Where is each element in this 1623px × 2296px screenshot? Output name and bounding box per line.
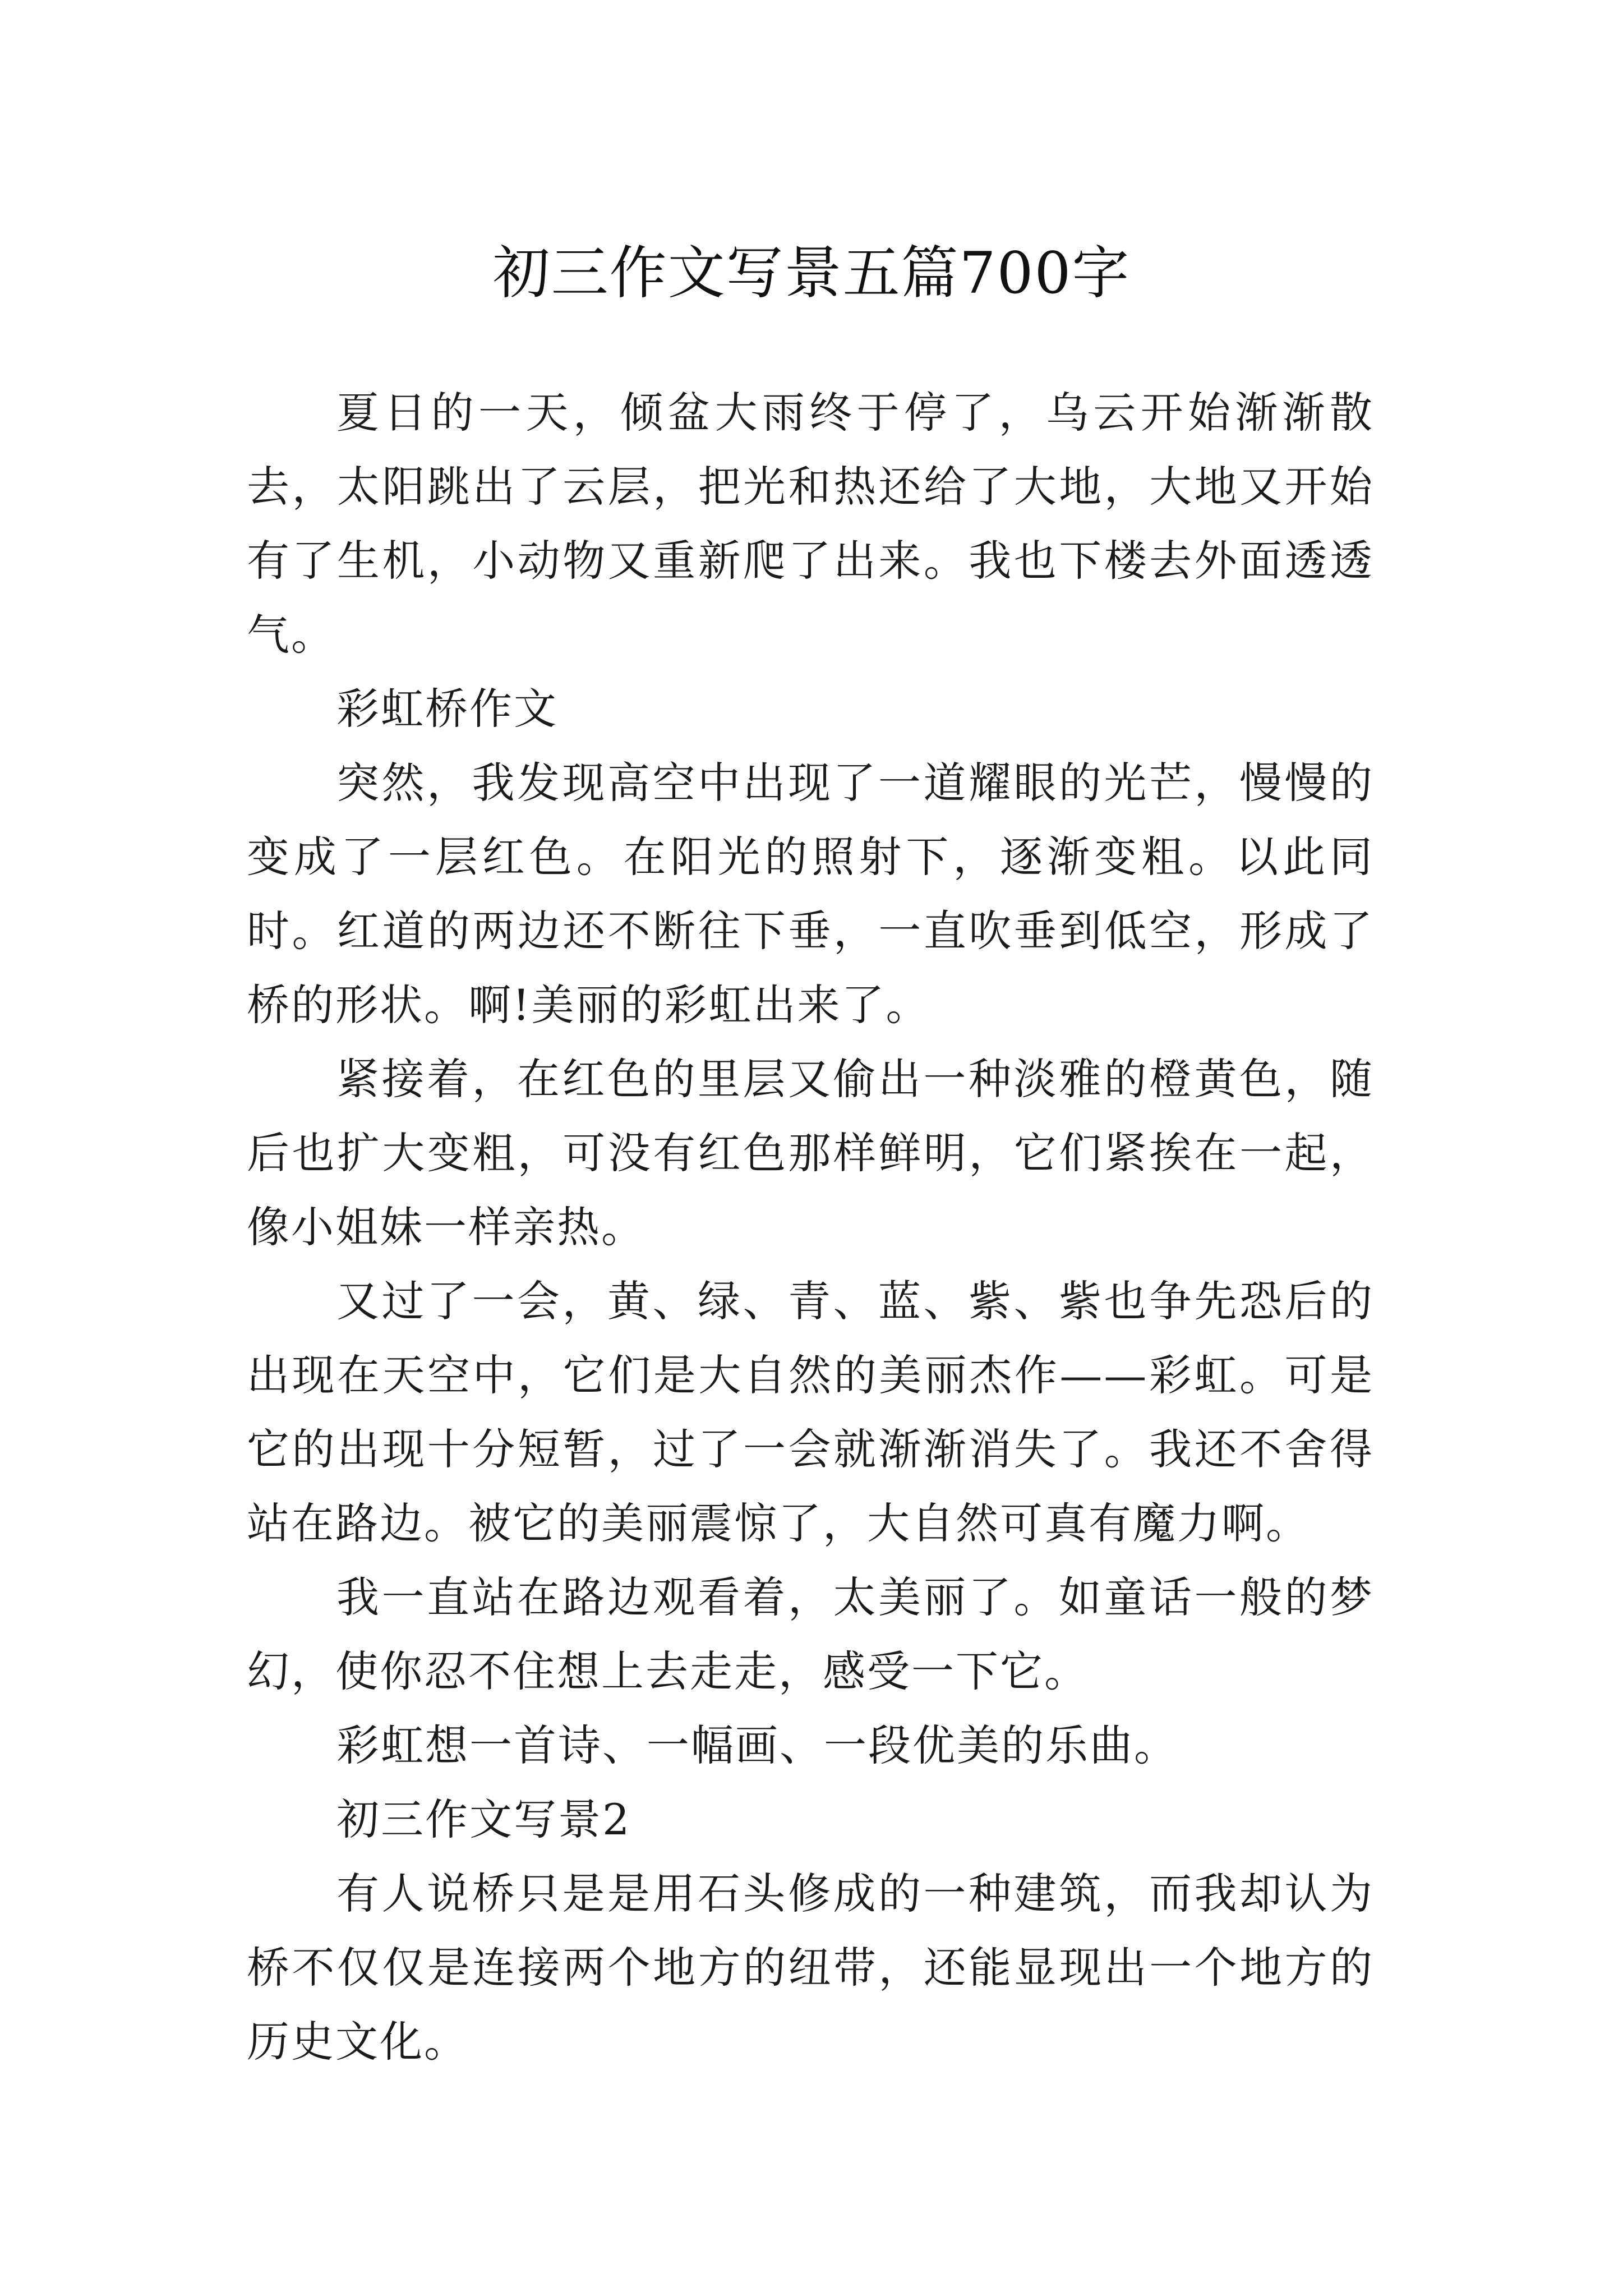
paragraph-watching: 我一直站在路边观看着，太美丽了。如童话一般的梦幻，使你忍不住想上去走走，感受一下它。 (247, 1572, 1374, 1696)
paragraph-bridge: 有人说桥只是是用石头修成的一种建筑，而我却认为桥不仅仅是连接两个地方的纽带，还能显现出一个地方的历史文化。 (247, 1869, 1374, 2067)
paragraph-colors-appear: 又过了一会，黄、绿、青、蓝、紫、紫也争先恐后的出现在天空中，它们是大自然的美丽杰作——彩虹。可是它的出现十分短暂，过了一会就渐渐消失了。我还不舍得站在路边。被它的美丽震惊了，大自然可真有魔力啊。 (247, 1276, 1374, 1548)
paragraph-red-light: 突然，我发现高空中出现了一道耀眼的光芒，慢慢的变成了一层红色。在阳光的照射下，逐渐变粗。以此同时。红道的两边还不断往下垂，一直吹垂到低空，形成了桥的形状。啊!美丽的彩虹出来了。 (247, 758, 1374, 1030)
section-heading-rainbow-bridge: 彩虹桥作文 (336, 684, 558, 734)
section-heading-essay-2: 初三作文写景2 (336, 1795, 631, 1844)
paragraph-intro: 夏日的一天，倾盆大雨终于停了，乌云开始渐渐散去，太阳跳出了云层，把光和热还给了大地，大地又开始有了生机，小动物又重新爬了出来。我也下楼去外面透透气。 (247, 388, 1374, 660)
paragraph-poem: 彩虹想一首诗、一幅画、一段优美的乐曲。 (336, 1720, 1178, 1770)
document-body (247, 376, 1374, 2079)
paragraph-orange-layer: 紧接着，在红色的里层又偷出一种淡雅的橙黄色，随后也扩大变粗，可没有红色那样鲜明，它们紧挨在一起，像小姐妹一样亲热。 (247, 1054, 1374, 1252)
document-title: 初三作文写景五篇700字 (492, 240, 1131, 307)
